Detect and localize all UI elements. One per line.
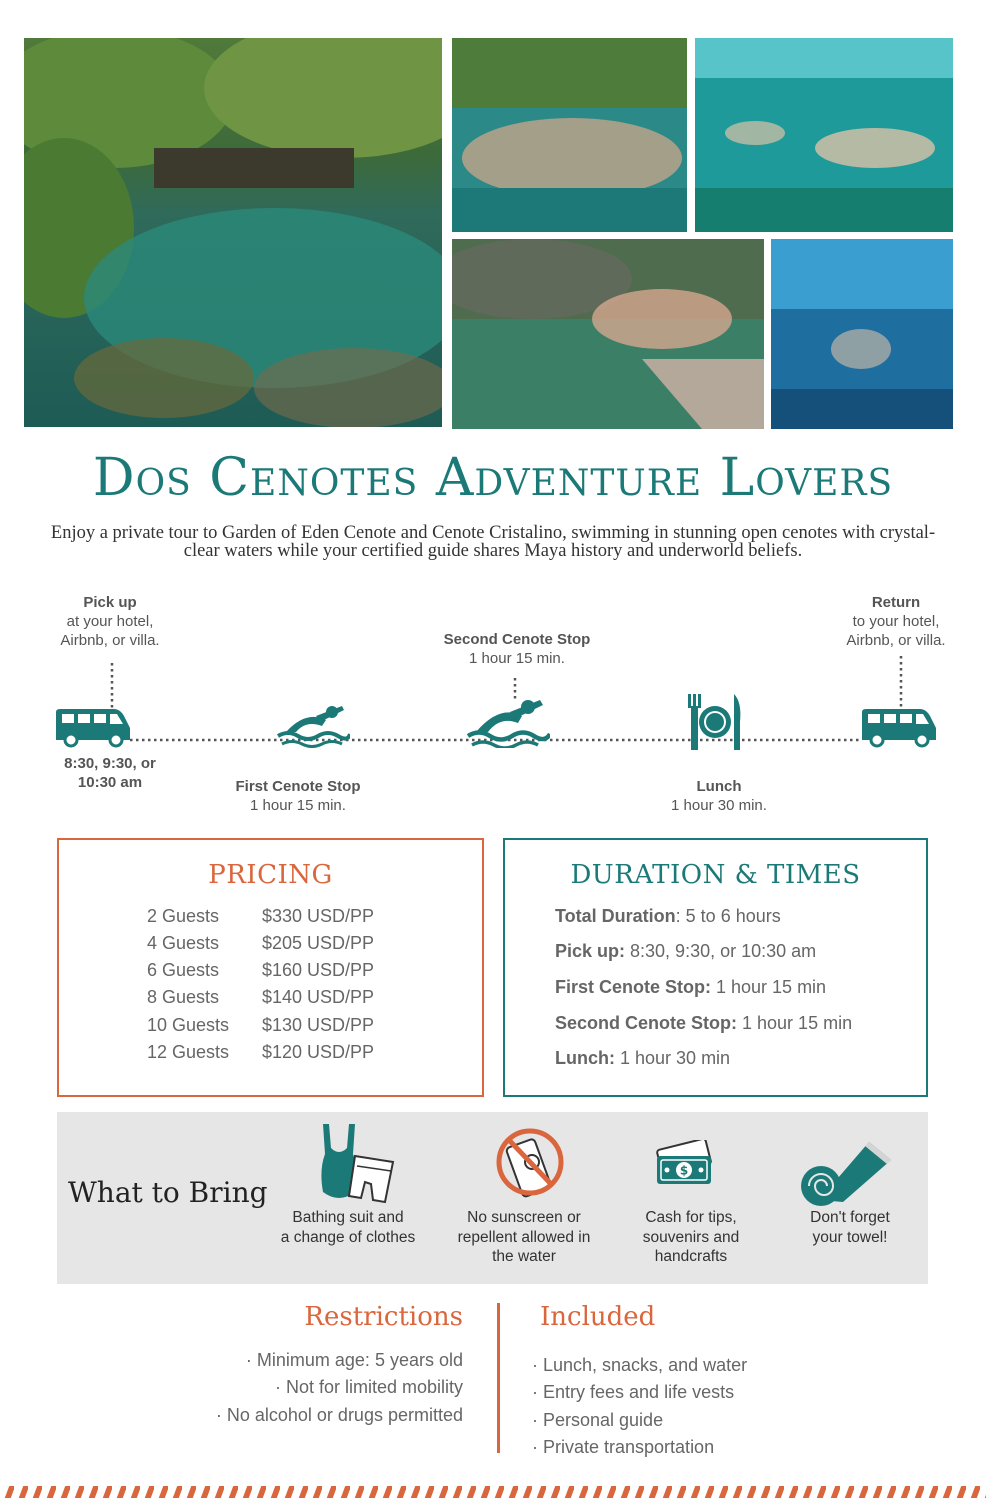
return-title: Return [871, 594, 921, 611]
second-stop-title: Second Cenote Stop [443, 631, 591, 648]
plate-icon [686, 692, 742, 752]
included-item: · Entry fees and life vests [532, 1382, 735, 1402]
price-guests: 10 Guests [147, 1015, 230, 1035]
bring-item-cash [617, 1208, 765, 1267]
duration-row [555, 906, 781, 927]
price-value: $160 USD/PP [262, 960, 375, 980]
duration-row [555, 941, 816, 962]
swimmer-icon [276, 702, 350, 748]
duration-heading: DURATION & TIMES [570, 860, 861, 890]
restriction-item: · No alcohol or drugs permitted [215, 1405, 463, 1425]
first-stop-duration: 1 hour 15 min. [250, 797, 346, 814]
duration-label: Lunch: [555, 1048, 615, 1068]
bring-line: Don't forget [810, 1209, 890, 1226]
duration-label: Second Cenote Stop: [555, 1013, 738, 1033]
bring-line: Bathing suit and [292, 1209, 404, 1226]
bring-line: handcrafts [654, 1248, 728, 1265]
return-line1: to your hotel, [852, 613, 940, 630]
photo-snorkelers [695, 38, 953, 232]
duration-sep: : [675, 906, 681, 926]
duration-row [555, 977, 826, 998]
price-guests: 12 Guests [147, 1042, 230, 1062]
included-heading: Included [540, 1302, 656, 1332]
bring-line: the water [492, 1248, 556, 1265]
lunch-duration: 1 hour 30 min. [671, 797, 767, 814]
duration-row [555, 1048, 730, 1069]
duration-row [555, 1013, 852, 1034]
pickup-line2: Airbnb, or villa. [60, 632, 160, 649]
van-icon [860, 708, 938, 748]
duration-label: Pick up: [555, 941, 626, 961]
page-title: Dos Cenotes Adventure Lovers [92, 448, 894, 508]
second-stop-duration: 1 hour 15 min. [469, 650, 565, 667]
intro-text: Enjoy a private tour to Garden of Eden Cenote and Cenote Cristalino, swimming in stunning open cenotes with crystal-clear waters while your certified guide shares Maya history and underworld beliefs. [50, 523, 936, 561]
restriction-item: · Not for limited mobility [274, 1377, 463, 1397]
no-sunscreen-icon [495, 1126, 565, 1200]
pickup-times2: 10:30 am [77, 774, 143, 791]
timeline-second-stop-label [417, 630, 617, 668]
what-to-bring-heading: What to Bring [68, 1176, 268, 1209]
included-item: · Private transportation [532, 1437, 715, 1457]
cash-icon [653, 1140, 717, 1200]
bring-line: your towel! [812, 1228, 888, 1246]
photo-cenote-overview [24, 38, 442, 427]
what-to-bring-panel [57, 1112, 928, 1284]
bring-line: souvenirs and [642, 1228, 740, 1246]
pickup-line1: at your hotel, [66, 613, 154, 630]
price-value: $120 USD/PP [262, 1042, 375, 1062]
lunch-title: Lunch [696, 778, 742, 795]
svg-text:$: $ [679, 1163, 689, 1178]
pricing-box [57, 838, 484, 1097]
van-icon [54, 708, 132, 748]
duration-label: Total Duration [555, 906, 676, 926]
price-guests: 2 Guests [147, 906, 220, 926]
included-item: · Lunch, snacks, and water [532, 1355, 748, 1375]
timeline-pickup-times [40, 754, 180, 792]
bring-line: No sunscreen or [467, 1209, 581, 1226]
towel-icon [799, 1140, 893, 1206]
price-value: $205 USD/PP [262, 933, 375, 953]
pickup-times: 8:30, 9:30, or [64, 755, 156, 772]
duration-value: 1 hour 30 min [615, 1048, 731, 1068]
bring-line: Cash for tips, [645, 1209, 737, 1226]
pricing-heading: PRICING [208, 860, 333, 890]
section-divider [497, 1303, 500, 1453]
duration-value: 1 hour 15 min [711, 977, 827, 997]
return-line2: Airbnb, or villa. [846, 632, 946, 649]
bottom-stripe-border [0, 1484, 986, 1500]
timeline-pickup-label [40, 593, 180, 650]
restrictions-heading: Restrictions [304, 1302, 463, 1332]
bring-line: repellent allowed in [457, 1228, 591, 1246]
price-value: $130 USD/PP [262, 1015, 375, 1035]
bring-line: a change of clothes [280, 1228, 416, 1246]
bring-item-sunscreen [442, 1208, 606, 1267]
timeline-lunch-label [639, 777, 799, 815]
price-guests: 6 Guests [147, 960, 220, 980]
duration-value: 5 to 6 hours [680, 906, 781, 926]
included-item: · Personal guide [532, 1410, 664, 1430]
timeline-first-stop-label [198, 777, 398, 815]
pickup-title: Pick up [83, 594, 137, 611]
photo-group-in-water [452, 38, 687, 232]
photo-jumping-dock [452, 239, 764, 429]
first-stop-title: First Cenote Stop [235, 778, 361, 795]
restriction-item: · Minimum age: 5 years old [245, 1350, 463, 1370]
price-guests: 4 Guests [147, 933, 220, 953]
bring-item-towel [777, 1208, 923, 1247]
duration-value: 1 hour 15 min [737, 1013, 853, 1033]
price-value: $140 USD/PP [262, 987, 375, 1007]
duration-value: 8:30, 9:30, or 10:30 am [625, 941, 817, 961]
swimsuit-icon [315, 1120, 399, 1204]
price-value: $330 USD/PP [262, 906, 375, 926]
price-guests: 8 Guests [147, 987, 220, 1007]
bring-item-swimsuit [267, 1208, 429, 1247]
timeline-return-label [826, 593, 966, 650]
duration-box [503, 838, 928, 1097]
swimmer-icon [466, 696, 550, 748]
duration-label: First Cenote Stop: [555, 977, 711, 997]
photo-underwater-couple [771, 239, 953, 429]
